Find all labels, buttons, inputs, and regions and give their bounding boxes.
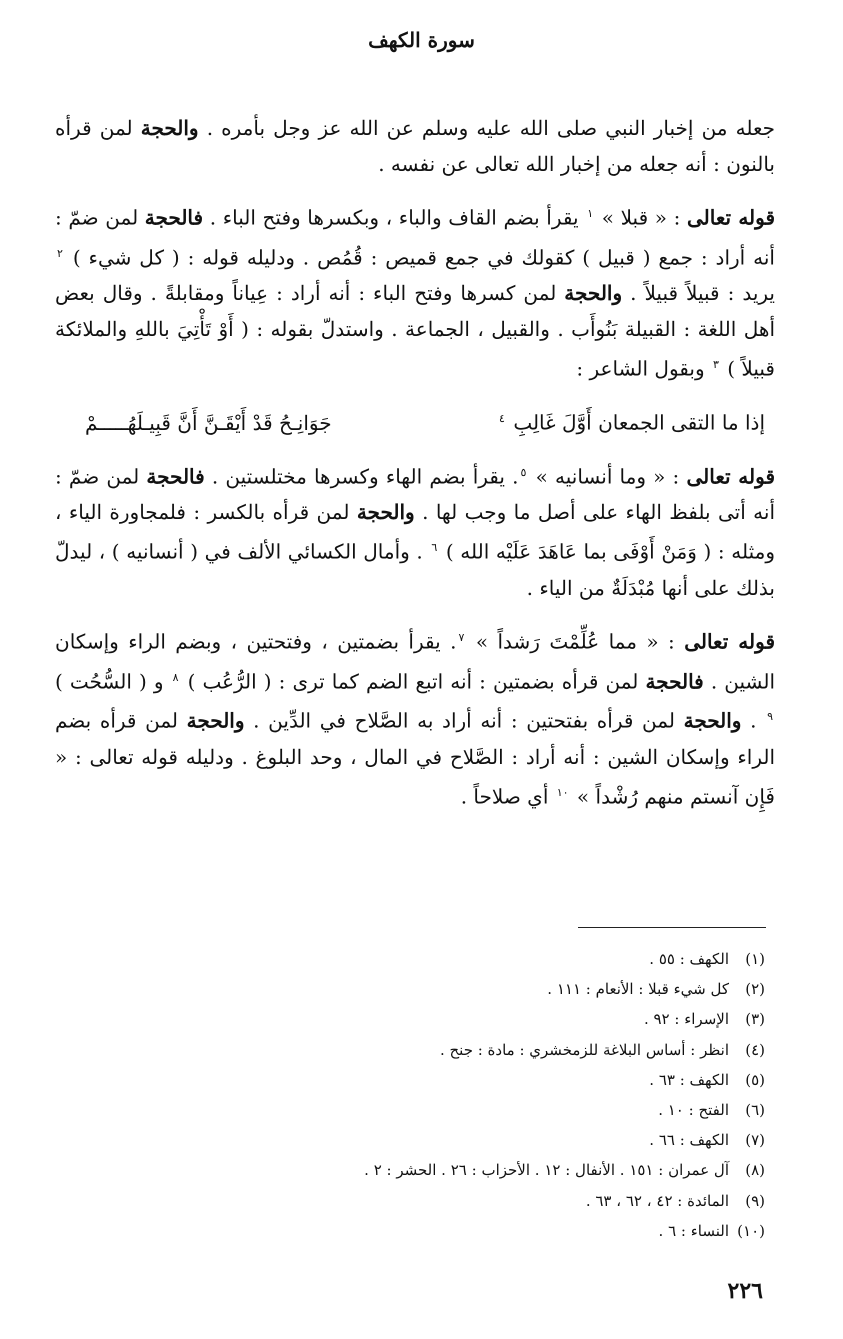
paragraph [55,110,775,182]
highlight-term: قوله تعالى [687,205,776,230]
footnote-ref: ١٠ [556,785,569,799]
text-segment: يريد : قبيلاً قبيلاً . [622,281,776,306]
text-segment: : « مما عُلِّمْتَ رَشداً » [466,629,685,654]
footnote-text: آل عمران : ١٥١ . الأنفال : ١٢ . الأحزاب : ٢٦ . الحشر : ٢ . [364,1161,729,1180]
highlight-term: فالحجة [144,205,204,230]
footnote-text: الكهف : ٦٦ . [649,1131,729,1150]
text-segment: و ( السُّحُت ) [55,669,171,694]
text-segment: لمن قرأه بضمتين : أنه اتبع الضم كما ترى : ( الرُّعُب ) [180,669,646,694]
text-segment: لمن قرأه بفتحتين : أنه أراد به الصَّلاح في الدِّين . [244,708,684,733]
text-segment: يقرأ بضم القاف والباء ، وبكسرها وفتح الباء . [203,205,586,230]
verse-first-hemistich [497,401,765,441]
page-number: ٢٢٦ [727,1278,763,1304]
paragraph [55,455,775,606]
highlight-term: فالحجة [146,464,205,489]
footnote-text: انظر : أساس البلاغة للزمخشري : مادة : جنح . [439,1040,729,1059]
footnote-item [65,1125,765,1155]
text-segment: لمن كسرها وفتح الباء : أنه أراد : عِياناً ومقابلةً . وقال بعض أهل اللغة : القبيلة بَنُوأَب . والقبيل ، الجماعة . واستدلّ بقوله : ( أَوْ تَأْتِيَ باللهِ والملائكة قبيلاً ) [55,281,775,381]
footnote-ref: ٥ [520,465,527,479]
footnote-item [65,1186,765,1216]
footnote-text: الكهف : ٥٥ . [649,950,729,968]
main-text [55,110,775,829]
footnote-item [65,1095,765,1125]
text-segment: لمن قرأه بالنون : أنه جعله من إخبار الله تعالى عن نفسه . [55,116,775,176]
highlight-term: فالحجة [645,669,704,694]
footnotes [65,944,765,1246]
paragraph-group-2 [55,455,775,815]
text-segment: لمن قرأه بالكسر : فلمجاورة الياء ، ومثله : ( وَمَنْ أَوْفَى بما عَاهَدَ عَلَيْه الله ) [55,500,775,564]
text-segment: . [741,708,766,733]
text-segment: . يقرأ بضم الهاء وكسرها مختلستين . [204,464,519,489]
footnote-number: (١٠) [737,1221,765,1240]
text-segment: لمن ضمّ : أنه أتى بلفظ الهاء على أصل ما وجب لها . [55,464,776,525]
footnote-text: كل شيء قبلا : الأنعام : ١١١ . [547,980,729,999]
text-segment: : « قبلا » [595,205,688,230]
footnote-number: (٩) [745,1191,765,1210]
footnote-text: الفتح : ١٠ . [658,1101,729,1120]
footnote-item [65,1035,765,1065]
poetry-verse [55,401,775,441]
footnote-item [65,1216,765,1246]
highlight-term: والحجة [683,708,742,733]
highlight-term: قوله تعالى [684,629,775,654]
footnote-ref: ٣ [712,358,719,372]
paragraph [55,620,775,815]
highlight-term: والحجة [140,116,199,140]
footnote-number: (٧) [745,1131,765,1150]
paragraph-group-1 [55,110,775,387]
footnote-ref: ٦ [431,541,438,555]
footnote-item [65,1155,765,1185]
footnote-number: (٥) [745,1070,765,1089]
text-segment: أي صلاحاً . [460,784,555,809]
footnote-item [65,1065,765,1095]
footnote-number: (٦) [745,1101,765,1120]
footnote-number: (٨) [745,1161,765,1180]
highlight-term: والحجة [186,708,245,733]
highlight-term: والحجة [356,500,415,525]
footnote-text: النساء : ٦ . [658,1221,729,1240]
highlight-term: قوله تعالى [686,464,776,489]
footnote-text: المائدة : ٤٢ ، ٦٢ ، ٦٣ . [585,1191,729,1210]
text-segment: . يقرأ بضمتين ، وفتحتين ، وبضم الراء وإسكان الشين . [55,629,775,694]
footnote-ref: ١ [587,207,594,220]
footnote-ref: ٢ [57,246,63,260]
footnote-number: (٤) [745,1040,765,1059]
footnote-number: (١) [745,950,765,968]
text-segment: جعله من إخبار النبي صلى الله عليه وسلم عن الله عز وجل بأمره . [198,116,775,140]
highlight-term: والحجة [564,281,623,306]
footnote-ref: ٧ [458,630,465,644]
text-segment: . وأمال الكسائي الألف في ( أنسانيه ) ، ليدلّ بذلك على أنها مُبْدَلَةٌ من الياء . [55,539,775,600]
verse-footnote-ref: ٤ [499,411,505,425]
footnote-text: الكهف : ٦٣ . [649,1070,729,1089]
footnote-item [65,944,765,974]
footnote-item [65,1004,765,1034]
page-header: سورة الكهف [368,28,475,52]
footnote-ref: ٨ [172,670,179,684]
paragraph [55,196,775,387]
text-segment: لمن ضمّ : أنه أراد : جمع ( قبيل ) كقولك في جمع قميص : قُمُص . ودليله قوله : ( كل شيء ) [55,205,775,270]
text-segment: : « وما أنسانيه » [528,464,687,489]
footnote-number: (٢) [745,980,765,999]
footnote-ref: ٩ [767,710,774,724]
footnote-separator [578,927,766,928]
footnote-item [65,974,765,1004]
text-segment: وبقول الشاعر : [576,356,711,381]
footnote-number: (٣) [745,1010,765,1029]
verse-first-text: إذا ما التقى الجمعان أَوَّلَ غَالِبِ [513,410,765,435]
footnote-text: الإسراء : ٩٢ . [643,1010,729,1029]
verse-second-hemistich: جَوَانِـحُ قَدْ أَيْقَـنَّ أَنَّ قَبِيـلَهُـــــمْ [85,410,332,435]
text-segment: لمن قرأه بضم الراء وإسكان الشين : أنه أراد : الصَّلاح في المال ، وحد البلوغ . ودليله قوله تعالى : « فَإِن آنستم منهم رُشْداً » [55,708,775,809]
